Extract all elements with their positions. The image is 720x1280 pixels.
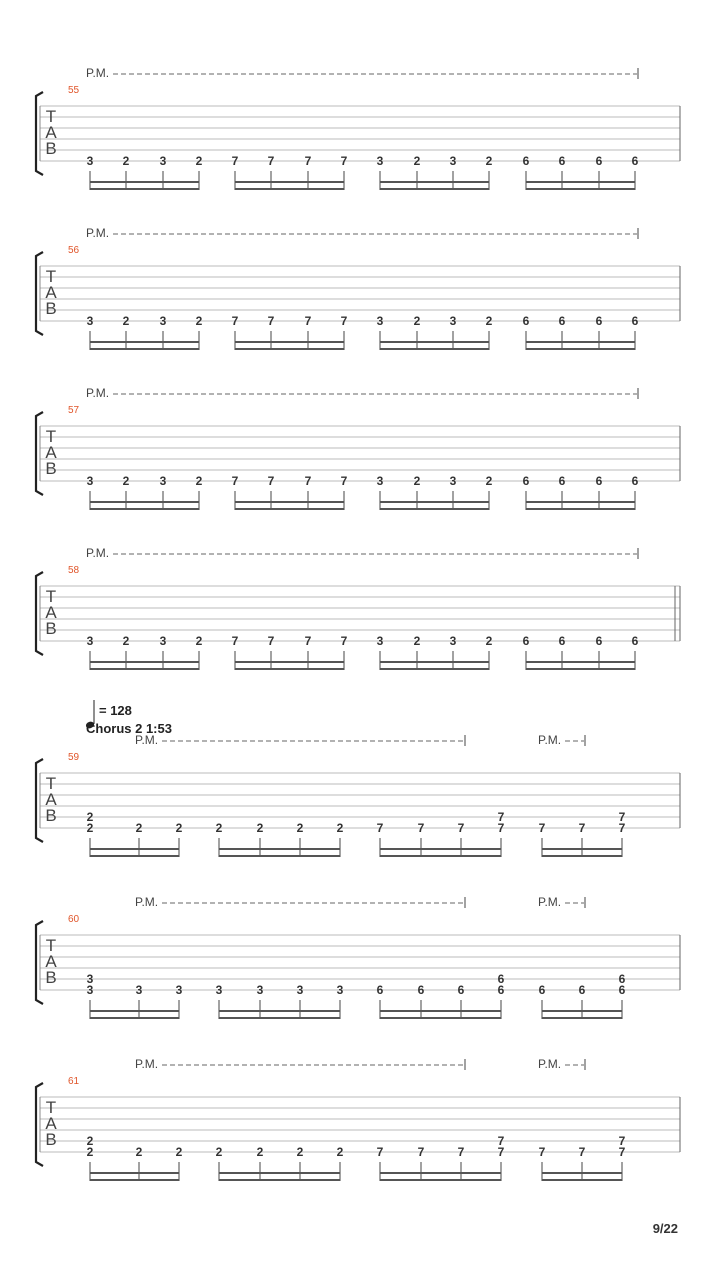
fret-number: 2	[413, 154, 421, 168]
tempo-marking	[85, 700, 172, 736]
fret-number: 3	[449, 154, 457, 168]
fret-number: 6	[538, 983, 546, 997]
fret-number: 7	[340, 634, 348, 648]
fret-number: 6	[522, 634, 530, 648]
palm-mute-label: P.M.	[538, 1057, 562, 1071]
fret-number: 3	[135, 983, 143, 997]
fret-number: 2	[195, 474, 203, 488]
tab-clef-letter: T	[45, 267, 57, 286]
tab-clef-letter: A	[45, 1114, 57, 1133]
fret-number: 2	[256, 821, 264, 835]
fret-number: 2	[122, 474, 130, 488]
fret-number: 7	[267, 314, 275, 328]
fret-number: 7	[231, 314, 239, 328]
fret-number: 7	[376, 821, 384, 835]
fret-number: 7	[417, 1145, 425, 1159]
fret-number: 3	[215, 983, 223, 997]
fret-number: 2	[413, 314, 421, 328]
tab-clef-letter: B	[45, 1130, 57, 1149]
fret-number: 7	[618, 1134, 626, 1148]
tab-clef-letter: B	[45, 139, 57, 158]
fret-number: 3	[159, 314, 167, 328]
measure-number: 57	[68, 405, 80, 416]
fret-number: 2	[215, 1145, 223, 1159]
fret-number: 7	[340, 154, 348, 168]
fret-number: 3	[449, 314, 457, 328]
fret-number: 7	[497, 1145, 505, 1159]
tab-system	[36, 733, 680, 857]
fret-number: 7	[578, 821, 586, 835]
measure-number: 58	[68, 565, 80, 576]
fret-number: 3	[449, 634, 457, 648]
tab-system	[36, 386, 680, 510]
tab-clef-letter: A	[45, 952, 57, 971]
tab-system	[36, 895, 680, 1019]
fret-number: 6	[558, 474, 566, 488]
fret-number: 3	[376, 474, 384, 488]
fret-number: 2	[485, 154, 493, 168]
fret-number: 6	[595, 154, 603, 168]
fret-number: 6	[558, 634, 566, 648]
fret-number: 6	[497, 983, 505, 997]
fret-number: 6	[578, 983, 586, 997]
tab-system	[36, 1057, 680, 1181]
fret-number: 7	[497, 810, 505, 824]
fret-number: 2	[413, 634, 421, 648]
tab-clef-letter: T	[45, 936, 57, 955]
fret-number: 7	[231, 154, 239, 168]
palm-mute-label: P.M.	[538, 733, 562, 747]
fret-number: 3	[336, 983, 344, 997]
fret-number: 6	[522, 154, 530, 168]
fret-number: 7	[340, 314, 348, 328]
fret-number: 6	[558, 154, 566, 168]
fret-number: 3	[86, 972, 94, 986]
tab-system	[36, 66, 680, 190]
fret-number: 2	[195, 634, 203, 648]
fret-number: 3	[159, 634, 167, 648]
fret-number: 7	[538, 1145, 546, 1159]
fret-number: 2	[135, 1145, 143, 1159]
fret-number: 7	[618, 821, 626, 835]
fret-number: 6	[618, 972, 626, 986]
fret-number: 2	[122, 634, 130, 648]
fret-number: 2	[296, 821, 304, 835]
fret-number: 3	[86, 314, 94, 328]
palm-mute-label: P.M.	[86, 226, 110, 240]
fret-number: 2	[336, 1145, 344, 1159]
fret-number: 2	[256, 1145, 264, 1159]
fret-number: 7	[618, 810, 626, 824]
measure-number: 60	[68, 914, 80, 925]
fret-number: 3	[86, 154, 94, 168]
fret-number: 2	[336, 821, 344, 835]
tempo-value: = 128	[99, 703, 132, 718]
fret-number: 7	[340, 474, 348, 488]
fret-number: 2	[175, 1145, 183, 1159]
fret-number: 7	[267, 474, 275, 488]
fret-number: 7	[231, 634, 239, 648]
fret-number: 7	[538, 821, 546, 835]
palm-mute-label: P.M.	[86, 546, 110, 560]
fret-number: 7	[304, 314, 312, 328]
fret-number: 7	[497, 821, 505, 835]
tab-clef-letter: A	[45, 283, 57, 302]
fret-number: 2	[485, 634, 493, 648]
tab-clef-letter: T	[45, 587, 57, 606]
tab-clef-letter: A	[45, 603, 57, 622]
palm-mute-label: P.M.	[86, 386, 110, 400]
fret-number: 7	[304, 474, 312, 488]
fret-number: 3	[86, 634, 94, 648]
fret-number: 2	[296, 1145, 304, 1159]
tab-clef-letter: T	[45, 107, 57, 126]
fret-number: 2	[86, 1134, 94, 1148]
fret-number: 6	[522, 314, 530, 328]
tab-clef-letter: B	[45, 806, 57, 825]
fret-number: 3	[86, 474, 94, 488]
fret-number: 2	[485, 474, 493, 488]
fret-number: 2	[413, 474, 421, 488]
tab-clef-letter: B	[45, 619, 57, 638]
fret-number: 7	[304, 634, 312, 648]
measure-number: 56	[68, 245, 80, 256]
measure-number: 55	[68, 85, 80, 96]
fret-number: 3	[449, 474, 457, 488]
fret-number: 6	[417, 983, 425, 997]
measure-number: 59	[68, 752, 80, 763]
fret-number: 3	[175, 983, 183, 997]
fret-number: 6	[522, 474, 530, 488]
palm-mute-label: P.M.	[135, 895, 159, 909]
fret-number: 6	[497, 972, 505, 986]
palm-mute-label: P.M.	[135, 733, 159, 747]
measure-number: 61	[68, 1076, 80, 1087]
fret-number: 3	[159, 474, 167, 488]
fret-number: 6	[631, 154, 639, 168]
fret-number: 3	[86, 983, 94, 997]
fret-number: 2	[122, 314, 130, 328]
tab-clef-letter: A	[45, 123, 57, 142]
fret-number: 3	[256, 983, 264, 997]
fret-number: 7	[417, 821, 425, 835]
fret-number: 6	[595, 314, 603, 328]
fret-number: 2	[195, 314, 203, 328]
tab-clef-letter: A	[45, 443, 57, 462]
fret-number: 3	[376, 154, 384, 168]
fret-number: 6	[595, 474, 603, 488]
tab-clef-letter: A	[45, 790, 57, 809]
fret-number: 2	[175, 821, 183, 835]
fret-number: 6	[631, 474, 639, 488]
fret-number: 7	[267, 154, 275, 168]
fret-number: 2	[86, 810, 94, 824]
fret-number: 2	[122, 154, 130, 168]
fret-number: 7	[376, 1145, 384, 1159]
fret-number: 6	[631, 634, 639, 648]
tab-clef-letter: B	[45, 299, 57, 318]
tab-clef-letter: T	[45, 1098, 57, 1117]
fret-number: 6	[558, 314, 566, 328]
fret-number: 6	[457, 983, 465, 997]
fret-number: 7	[457, 821, 465, 835]
palm-mute-label: P.M.	[538, 895, 562, 909]
tab-clef-letter: B	[45, 459, 57, 478]
fret-number: 6	[631, 314, 639, 328]
fret-number: 3	[296, 983, 304, 997]
fret-number: 7	[618, 1145, 626, 1159]
fret-number: 6	[618, 983, 626, 997]
fret-number: 2	[86, 821, 94, 835]
fret-number: 6	[595, 634, 603, 648]
page-number: 9/22	[652, 1221, 678, 1236]
palm-mute-label: P.M.	[135, 1057, 159, 1071]
fret-number: 3	[376, 634, 384, 648]
tab-system	[36, 226, 680, 350]
fret-number: 7	[457, 1145, 465, 1159]
fret-number: 2	[135, 821, 143, 835]
fret-number: 2	[86, 1145, 94, 1159]
fret-number: 2	[195, 154, 203, 168]
fret-number: 7	[231, 474, 239, 488]
palm-mute-label: P.M.	[86, 66, 110, 80]
fret-number: 2	[485, 314, 493, 328]
fret-number: 7	[267, 634, 275, 648]
section-marker: Chorus 2 1:53	[86, 721, 172, 736]
tab-clef-letter: T	[45, 427, 57, 446]
tab-clef-letter: T	[45, 774, 57, 793]
fret-number: 2	[215, 821, 223, 835]
fret-number: 3	[376, 314, 384, 328]
fret-number: 7	[304, 154, 312, 168]
tab-clef-letter: B	[45, 968, 57, 987]
fret-number: 7	[497, 1134, 505, 1148]
fret-number: 3	[159, 154, 167, 168]
fret-number: 7	[578, 1145, 586, 1159]
tab-system	[36, 546, 680, 670]
fret-number: 6	[376, 983, 384, 997]
